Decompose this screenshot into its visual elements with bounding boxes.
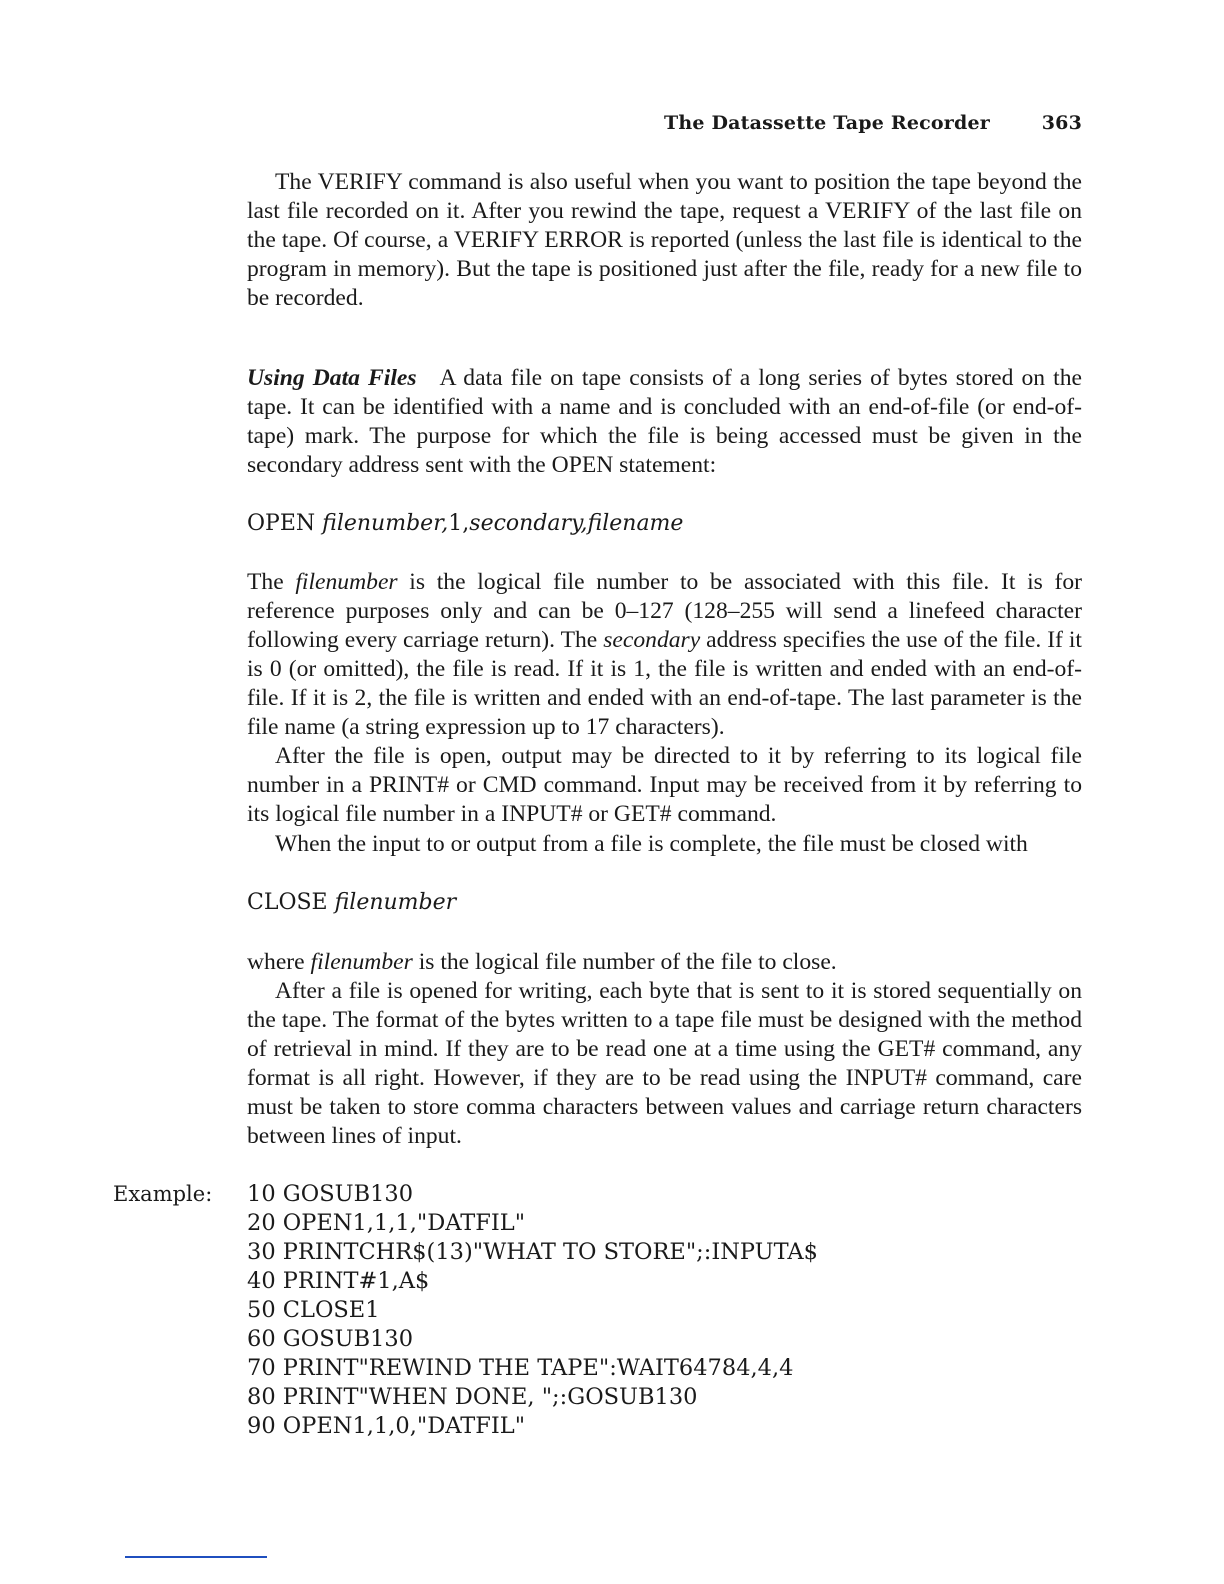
code-line: 30 PRINTCHR$(13)"WHAT TO STORE";:INPUTA$ bbox=[247, 1239, 818, 1265]
paragraph-output: After the file is open, output may be directed to it by referring to its logical file number in a PRINT# or CMD command. Input may be received from it by referring to its logical file number in a INPUT# or GET# command. bbox=[247, 743, 1082, 827]
term-filenumber: filenumber bbox=[295, 569, 398, 595]
code-line: 50 CLOSE1 bbox=[247, 1297, 380, 1323]
text-run: is the logical file number of the file to close. bbox=[418, 949, 837, 975]
running-title: The Datassette Tape Recorder bbox=[664, 112, 991, 134]
text-run: is the logical file number to be associated with this file. It is for reference purposes only and can be 0–127 (128–255 will send a linefeed character following every carriage return). The bbox=[247, 569, 1083, 653]
example-label: Example: bbox=[113, 1182, 213, 1206]
section-text: A data file on tape consists of a long series of bytes stored on the tape. It can be identified with a name and is concluded with an end-of-file (or end-of-tape) mark. The purpose for which the file is being accessed must be given in the secondary address sent with the OPEN statement: bbox=[247, 365, 1082, 478]
open-literal: 1, bbox=[448, 511, 470, 536]
code-line: 20 OPEN1,1,1,"DATFIL" bbox=[247, 1210, 526, 1236]
paragraph-close-intro: When the input to or output from a file is complete, the file must be closed with bbox=[275, 831, 1028, 857]
code-line: 40 PRINT#1,A$ bbox=[247, 1268, 430, 1294]
close-keyword: CLOSE bbox=[247, 890, 328, 915]
code-line: 70 PRINT"REWIND THE TAPE":WAIT64784,4,4 bbox=[247, 1355, 794, 1381]
open-keyword: OPEN bbox=[247, 511, 316, 536]
close-arg-filenumber: filenumber bbox=[334, 890, 457, 915]
section-heading: Using Data Files bbox=[247, 365, 417, 391]
text-run: address specifies the use of the file. If it is 0 (or omitted), the file is read. If it is 1, the file is written and ended with an end-of-file. If it is 2, the file is written and ended with an end-of-tape. The last parameter is the file name (a string expression up to 17 characters). bbox=[247, 626, 1082, 740]
code-line: 80 PRINT"WHEN DONE, ";:GOSUB130 bbox=[247, 1384, 698, 1410]
footer-rule bbox=[125, 1556, 267, 1558]
paragraph-writing: After a file is opened for writing, each byte that is sent to it is stored sequentially on the tape. The format of the bytes written to a tape file must be designed with the method of retrieval in mind. If they are to be read one at a time using the GET# command, any format is all right. However, if they are to be read using the INPUT# command, care must be taken to store comma characters between values and carriage return characters between lines of input. bbox=[247, 978, 1082, 1149]
text-run: The bbox=[247, 569, 284, 595]
paragraph-where bbox=[247, 948, 1082, 977]
paragraph-filenumber bbox=[247, 568, 1082, 741]
open-arg-secondary: secondary,filename bbox=[469, 511, 684, 536]
code-line: 10 GOSUB130 bbox=[247, 1181, 414, 1207]
term-secondary: secondary bbox=[603, 626, 701, 653]
open-syntax bbox=[247, 510, 683, 538]
code-line: 60 GOSUB130 bbox=[247, 1326, 414, 1352]
text-run: where bbox=[247, 949, 305, 975]
code-listing bbox=[247, 1180, 818, 1441]
paragraph-using-data-files bbox=[247, 364, 1082, 480]
paragraph-verify: The VERIFY command is also useful when you want to position the tape beyond the last file recorded on it. After you rewind the tape, request a VERIFY of the last file on the tape. Of course, a VERIFY ERROR is reported (unless the last file is identical to the program in memory). But the tape is positioned just after the file, ready for a new file to be recorded. bbox=[247, 169, 1082, 311]
code-line: 90 OPEN1,1,0,"DATFIL" bbox=[247, 1413, 526, 1439]
page-number: 363 bbox=[1041, 112, 1082, 134]
term-filenumber: filenumber bbox=[310, 949, 413, 975]
open-arg-filenumber: filenumber, bbox=[322, 511, 449, 536]
close-syntax bbox=[247, 889, 456, 917]
